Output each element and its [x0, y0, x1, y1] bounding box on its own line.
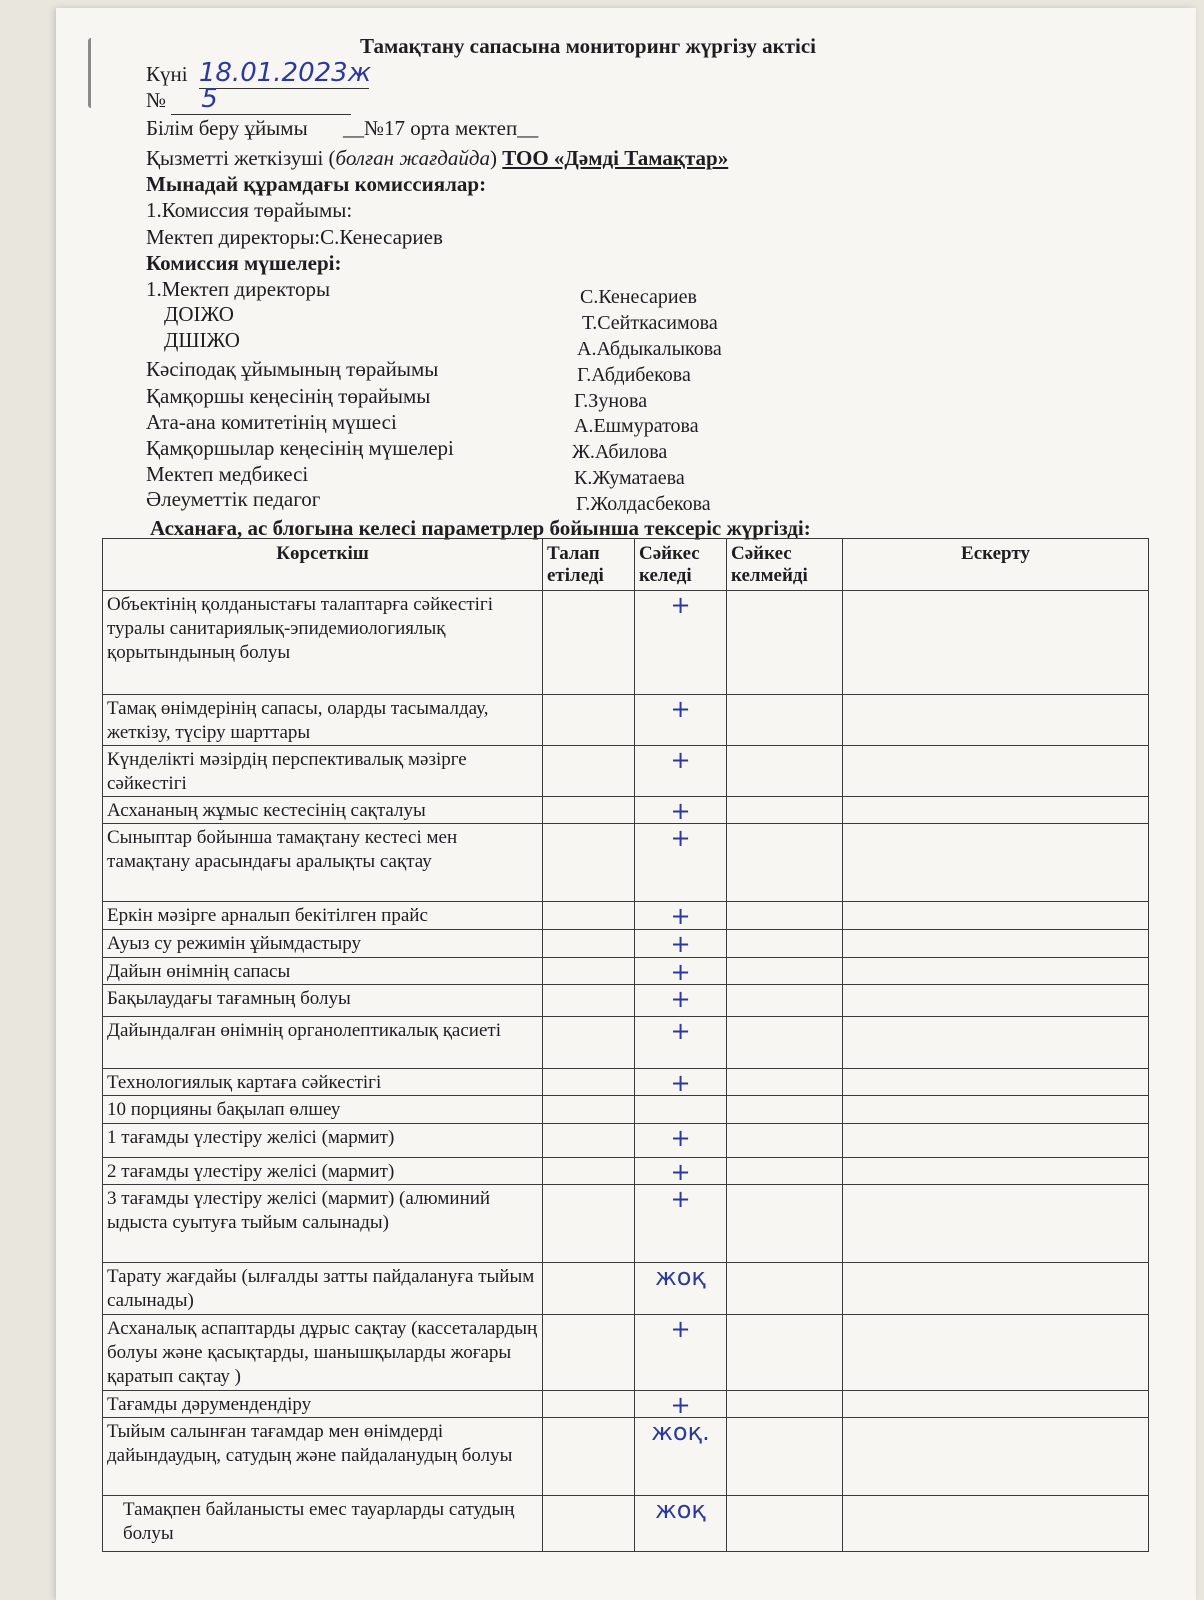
- member-role: Қамқоршылар кеңесінің мүшелері: [146, 436, 454, 460]
- compliant-mark: +: [635, 1391, 727, 1418]
- margin-mark: [88, 38, 97, 108]
- compliant-mark: +: [635, 797, 727, 824]
- member-name: С.Кенесариев: [580, 286, 697, 308]
- row-indicator: Тағамды дәрумендендіру: [103, 1391, 543, 1418]
- cell-note: [843, 958, 1149, 985]
- cell-note: [843, 985, 1149, 1017]
- row-indicator: Күнделікті мәзірдің перспективалық мәзірге сәйкестігі: [103, 746, 543, 797]
- header-compliant: Сәйкес келеді: [635, 539, 727, 591]
- table-row: [103, 930, 1149, 958]
- cell-noncompliant: [727, 695, 843, 746]
- table-header-row: [103, 539, 1149, 591]
- cell-noncompliant: [727, 591, 843, 695]
- cell-noncompliant: [727, 1124, 843, 1158]
- member-name: Т.Сейткасимова: [582, 312, 718, 334]
- cell-required: [543, 1391, 635, 1418]
- cell-noncompliant: [727, 958, 843, 985]
- table-row: [103, 591, 1149, 695]
- member-role: ДШІЖО: [164, 328, 240, 352]
- member-role: Әлеуметтік педагог: [146, 487, 321, 511]
- compliant-mark: +: [635, 1315, 727, 1391]
- member-name: К.Жуматаева: [574, 467, 685, 489]
- cell-required: [543, 1496, 635, 1552]
- table-row: [103, 1069, 1149, 1096]
- cell-noncompliant: [727, 1263, 843, 1315]
- table-row: [103, 985, 1149, 1017]
- cell-noncompliant: [727, 902, 843, 930]
- compliant-mark: +: [635, 930, 727, 958]
- compliant-mark: +: [635, 1185, 727, 1263]
- cell-noncompliant: [727, 1496, 843, 1552]
- compliant-mark: +: [635, 746, 727, 797]
- row-indicator: Еркін мәзірге арналып бекітілген прайс: [103, 902, 543, 930]
- cell-note: [843, 1069, 1149, 1096]
- cell-required: [543, 746, 635, 797]
- cell-required: [543, 958, 635, 985]
- cell-noncompliant: [727, 746, 843, 797]
- cell-note: [843, 1263, 1149, 1315]
- member-name: Г.Абдибекова: [577, 364, 691, 386]
- table-row: [103, 1124, 1149, 1158]
- number-value: 5: [201, 84, 218, 114]
- compliant-mark: +: [635, 985, 727, 1017]
- cell-required: [543, 824, 635, 902]
- row-indicator: Сыныптар бойынша тамақтану кестесі мен тамақтану арасындағы аралықты сақтау: [103, 824, 543, 902]
- member-name: А.Абдыкалыкова: [577, 338, 722, 360]
- row-indicator: Тыйым салынған тағамдар мен өнімдерді дайындаудың, сатудың және пайдаланудың болуы: [103, 1418, 543, 1496]
- header-indicator: Көрсеткіш: [103, 539, 543, 591]
- table-row: [103, 1096, 1149, 1124]
- table-row: [103, 1263, 1149, 1315]
- number-row: [146, 84, 351, 115]
- table-row: [103, 695, 1149, 746]
- cell-note: [843, 1017, 1149, 1069]
- date-label: Күні: [146, 62, 188, 86]
- org-label: Білім беру ұйымы: [146, 116, 308, 140]
- supplier-label-italic: болған жағдайда: [335, 146, 491, 170]
- compliant-mark: +: [635, 902, 727, 930]
- table-intro: Асханаға, ас блогына келесі параметрлер бойынша тексеріс жүргізді:: [150, 516, 811, 540]
- cell-required: [543, 1096, 635, 1124]
- table-row: [103, 797, 1149, 824]
- cell-noncompliant: [727, 1158, 843, 1185]
- cell-required: [543, 930, 635, 958]
- member-role: Қамқоршы кеңесінің төрайымы: [146, 384, 431, 408]
- cell-note: [843, 1496, 1149, 1552]
- cell-note: [843, 902, 1149, 930]
- row-indicator: 1 тағамды үлестіру желісі (мармит): [103, 1124, 543, 1158]
- cell-required: [543, 797, 635, 824]
- compliant-mark: +: [635, 958, 727, 985]
- commission-heading: Мынадай құрамдағы комиссиялар:: [146, 172, 487, 196]
- document-title: Тамақтану сапасына мониторинг жүргізу актісі: [360, 34, 816, 58]
- supplier-value: ТОО «Дәмді Тамақтар»: [502, 146, 729, 170]
- member-role: ДОІЖО: [164, 302, 234, 326]
- cell-required: [543, 985, 635, 1017]
- cell-noncompliant: [727, 1391, 843, 1418]
- cell-note: [843, 746, 1149, 797]
- row-indicator: 10 порцияны бақылап өлшеу: [103, 1096, 543, 1124]
- compliant-mark: +: [635, 824, 727, 902]
- table-row: [103, 1315, 1149, 1391]
- row-indicator: Объектінің қолданыстағы талаптарға сәйкестігі туралы санитариялық-эпидемиологиялық қорытындының болуы: [103, 591, 543, 695]
- table-row: [103, 958, 1149, 985]
- cell-note: [843, 591, 1149, 695]
- number-underline: [171, 84, 351, 115]
- cell-note: [843, 1185, 1149, 1263]
- row-indicator: Ауыз су режимін ұйымдастыру: [103, 930, 543, 958]
- member-name: Г.Зунова: [574, 390, 648, 412]
- cell-required: [543, 695, 635, 746]
- compliant-mark: +: [635, 1124, 727, 1158]
- cell-note: [843, 1315, 1149, 1391]
- row-indicator: Тамақ өнімдерінің сапасы, оларды тасымалдау, жеткізу, түсіру шарттары: [103, 695, 543, 746]
- cell-noncompliant: [727, 1096, 843, 1124]
- supplier-label-close: ): [490, 146, 498, 170]
- cell-note: [843, 797, 1149, 824]
- table-row: [103, 1391, 1149, 1418]
- member-role: 1.Мектеп директоры: [146, 277, 331, 301]
- cell-required: [543, 591, 635, 695]
- table-row: [103, 1185, 1149, 1263]
- member-role: Мектеп медбикесі: [146, 462, 309, 486]
- row-indicator: Дайындалған өнімнің органолептикалық қасиеті: [103, 1017, 543, 1069]
- cell-noncompliant: [727, 797, 843, 824]
- table-row: [103, 1418, 1149, 1496]
- chair-label: 1.Комиссия төрайымы:: [146, 198, 353, 222]
- cell-required: [543, 1263, 635, 1315]
- members-heading: Комиссия мүшелері:: [146, 251, 342, 275]
- compliant-mark: +: [635, 695, 727, 746]
- cell-note: [843, 1124, 1149, 1158]
- compliant-mark: жоқ: [635, 1263, 727, 1315]
- cell-note: [843, 824, 1149, 902]
- compliant-mark: +: [635, 591, 727, 695]
- member-role: Кәсіподақ ұйымының төрайымы: [146, 357, 439, 381]
- row-indicator: Бақылаудағы тағамның болуы: [103, 985, 543, 1017]
- cell-noncompliant: [727, 1185, 843, 1263]
- cell-noncompliant: [727, 1418, 843, 1496]
- header-note: Ескерту: [843, 539, 1149, 591]
- member-name: Ж.Абилова: [572, 441, 668, 463]
- compliant-mark: жоқ.: [635, 1418, 727, 1496]
- cell-noncompliant: [727, 930, 843, 958]
- row-indicator: Асхананың жұмыс кестесінің сақталуы: [103, 797, 543, 824]
- compliant-mark: +: [635, 1069, 727, 1096]
- cell-note: [843, 1096, 1149, 1124]
- compliant-mark: +: [635, 1158, 727, 1185]
- member-role: Ата-ана комитетінің мүшесі: [146, 410, 397, 434]
- cell-required: [543, 1017, 635, 1069]
- cell-required: [543, 1158, 635, 1185]
- table-row: [103, 1158, 1149, 1185]
- cell-required: [543, 1124, 635, 1158]
- header-required: Талап етіледі: [543, 539, 635, 591]
- cell-required: [543, 1185, 635, 1263]
- org-value: __№17 орта мектеп__: [342, 116, 539, 140]
- row-indicator: Дайын өнімнің сапасы: [103, 958, 543, 985]
- table-row: [103, 746, 1149, 797]
- cell-note: [843, 930, 1149, 958]
- cell-required: [543, 1315, 635, 1391]
- row-indicator: Асханалық аспаптарды дұрыс сақтау (кассеталардың болуы және қасықтарды, шанышқыларды жоғары қаратып сақтау ): [103, 1315, 543, 1391]
- member-name: Г.Жолдасбекова: [576, 493, 711, 515]
- cell-noncompliant: [727, 985, 843, 1017]
- row-indicator: Тамақпен байланысты емес тауарларды сатудың болуы: [103, 1496, 543, 1552]
- row-indicator: Тарату жағдайы (ылғалды затты пайдалануға тыйым салынады): [103, 1263, 543, 1315]
- header-noncompliant: Сәйкес келмейді: [727, 539, 843, 591]
- inspection-table: [102, 538, 1149, 1552]
- cell-note: [843, 1158, 1149, 1185]
- row-indicator: 3 тағамды үлестіру желісі (мармит) (алюминий ыдыста суытуға тыйым салынады): [103, 1185, 543, 1263]
- cell-noncompliant: [727, 1017, 843, 1069]
- table-row: [103, 1496, 1149, 1552]
- cell-note: [843, 695, 1149, 746]
- member-name: А.Ешмуратова: [574, 415, 699, 437]
- cell-note: [843, 1391, 1149, 1418]
- chair-value: Мектеп директоры:С.Кенесариев: [146, 225, 443, 249]
- cell-required: [543, 1069, 635, 1096]
- date-value: 18.01.2023ж: [198, 58, 372, 88]
- number-label: №: [146, 88, 167, 112]
- table-row: [103, 824, 1149, 902]
- cell-noncompliant: [727, 1315, 843, 1391]
- row-indicator: Технологиялық картаға сәйкестігі: [103, 1069, 543, 1096]
- cell-noncompliant: [727, 824, 843, 902]
- row-indicator: 2 тағамды үлестіру желісі (мармит): [103, 1158, 543, 1185]
- cell-required: [543, 1418, 635, 1496]
- table-row: [103, 1017, 1149, 1069]
- supplier-label: Қызметті жеткізуші (: [146, 146, 336, 170]
- org-row: [146, 116, 538, 141]
- compliant-mark: +: [635, 1017, 727, 1069]
- compliant-mark: жоқ: [635, 1496, 727, 1552]
- cell-required: [543, 902, 635, 930]
- cell-noncompliant: [727, 1069, 843, 1096]
- supplier-row: [146, 146, 728, 171]
- cell-note: [843, 1418, 1149, 1496]
- table-row: [103, 902, 1149, 930]
- compliant-mark: [635, 1096, 727, 1124]
